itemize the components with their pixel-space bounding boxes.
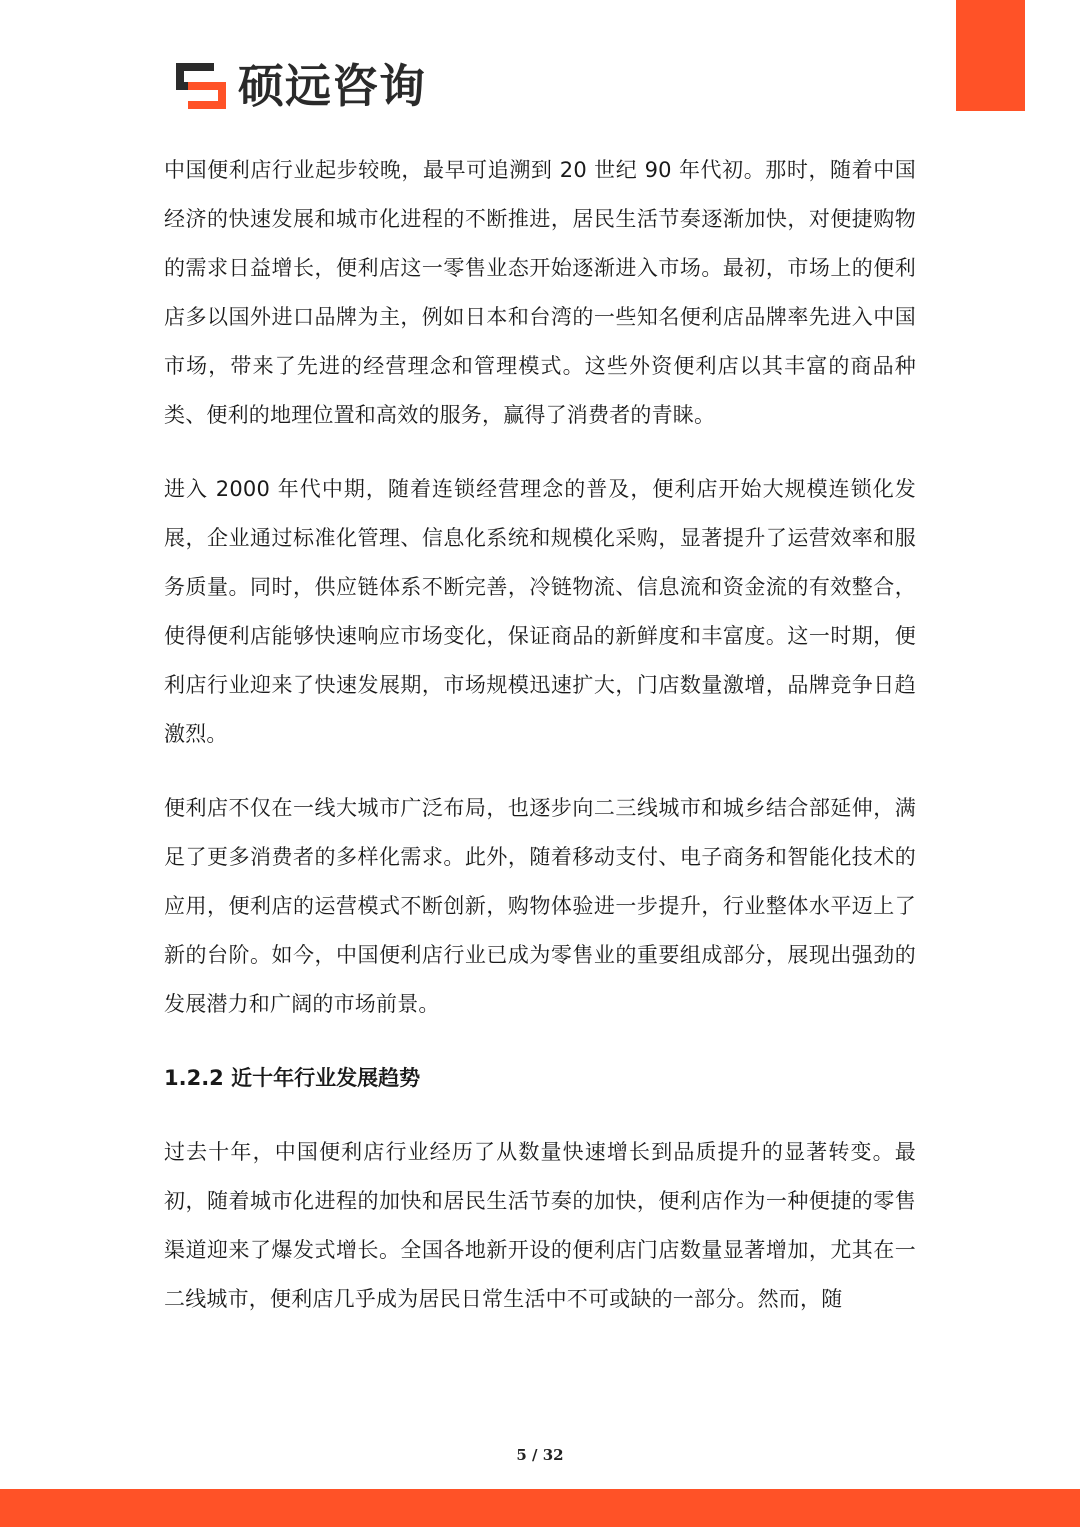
- paragraph: 便利店不仅在一线大城市广泛布局，也逐步向二三线城市和城乡结合部延伸，满足了更多消费者的多样化需求。此外，随着移动支付、电子商务和智能化技术的应用，便利店的运营模式不断创新，购物体验进一步提升，行业整体水平迈上了新的台阶。如今，中国便利店行业已成为零售业的重要组成部分，展现出强劲的发展潜力和广阔的市场前景。: [164, 796, 916, 1016]
- paragraph: 中国便利店行业起步较晚，最早可追溯到 20 世纪 90 年代初。那时，随着中国经济的快速发展和城市化进程的不断推进，居民生活节奏逐渐加快，对便捷购物的需求日益增长，便利店这一零售业态开始逐渐进入市场。最初，市场上的便利店多以国外进口品牌为主，例如日本和台湾的一些知名便利店品牌率先进入中国市场，带来了先进的经营理念和管理模式。这些外资便利店以其丰富的商品种类、便利的地理位置和高效的服务，赢得了消费者的青睐。: [164, 158, 916, 427]
- page-number: 5 / 32: [516, 1446, 564, 1464]
- document-body: [164, 146, 916, 1349]
- brand-name: 硕远咨询: [238, 59, 426, 113]
- section-heading: 1.2.2 近十年行业发展趋势: [164, 1066, 421, 1090]
- shuoyuan-logo-icon: [176, 63, 226, 109]
- footer-accent-bar: [0, 1489, 1080, 1527]
- brand-logo: [176, 60, 426, 112]
- paragraph: 进入 2000 年代中期，随着连锁经营理念的普及，便利店开始大规模连锁化发展，企业通过标准化管理、信息化系统和规模化采购，显著提升了运营效率和服务质量。同时，供应链体系不断完善，冷链物流、信息流和资金流的有效整合，使得便利店能够快速响应市场变化，保证商品的新鲜度和丰富度。这一时期，便利店行业迎来了快速发展期，市场规模迅速扩大，门店数量激增，品牌竞争日趋激烈。: [164, 477, 916, 746]
- corner-accent-block: [956, 0, 1025, 111]
- paragraph: 过去十年，中国便利店行业经历了从数量快速增长到品质提升的显著转变。最初，随着城市化进程的加快和居民生活节奏的加快，便利店作为一种便捷的零售渠道迎来了爆发式增长。全国各地新开设的便利店门店数量显著增加，尤其在一二线城市，便利店几乎成为居民日常生活中不可或缺的一部分。然而，随: [164, 1140, 916, 1311]
